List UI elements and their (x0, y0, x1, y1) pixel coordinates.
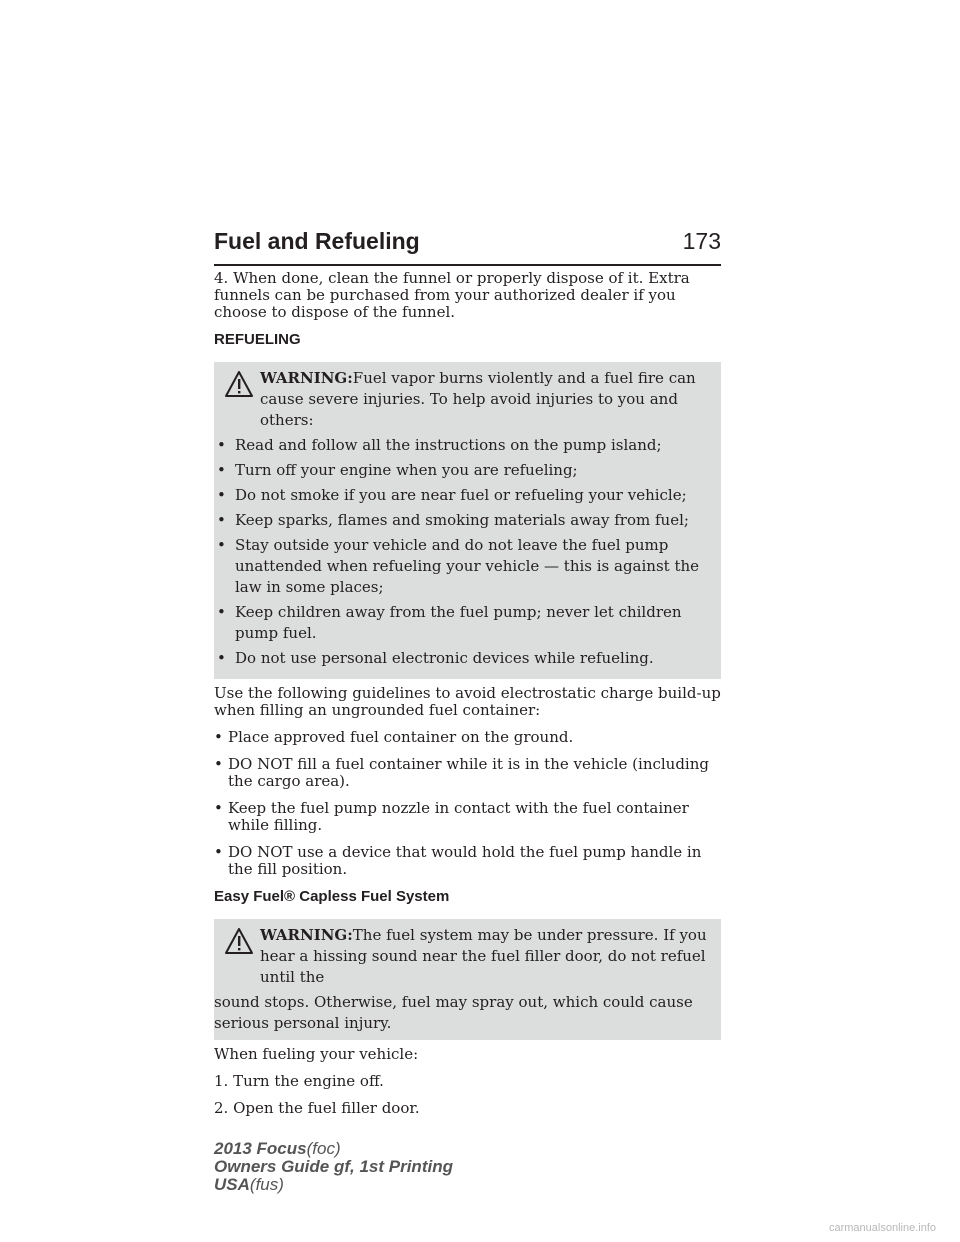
warning-list-item: • Do not use personal electronic devices while refueling. (217, 649, 654, 667)
warning-list-item: • Read and follow all the instructions on the pump island; (217, 436, 662, 454)
bullet-icon: • (217, 649, 226, 667)
warning-list-item: • Do not smoke if you are near fuel or refueling your vehicle; (217, 486, 687, 504)
page-number: 173 (682, 228, 721, 254)
warning-body: The fuel system may be under pressure. If you hear a hissing sound near the fuel filler door, do not refuel until the (260, 926, 707, 986)
warning-list-item: • Keep children away from the fuel pump; never let children pump fuel. (217, 603, 682, 642)
guideline-item: • Place approved fuel container on the ground. (214, 728, 574, 746)
steps-intro: When fueling your vehicle: (214, 1045, 419, 1063)
warning-list-item: • Turn off your engine when you are refueling; (217, 461, 578, 479)
footer-line-guide: Owners Guide gf, 1st Printing (214, 1157, 453, 1176)
bullet-icon: • (214, 843, 223, 861)
warning-label: WARNING: (260, 369, 353, 387)
page-footer (214, 1140, 453, 1194)
warning-body: Fuel vapor burns violently and a fuel fire can cause severe injuries. To help avoid injuries to you and others: (260, 369, 696, 429)
step-item: 2. Open the fuel filler door. (214, 1099, 420, 1117)
guideline-item: • DO NOT fill a fuel container while it is in the vehicle (including the cargo area). (214, 755, 709, 790)
bullet-icon: • (217, 603, 226, 621)
warning-triangle-icon (224, 370, 254, 398)
warning-label: WARNING: (260, 926, 353, 944)
warning-text (214, 925, 715, 988)
bullet-icon: • (217, 486, 226, 504)
guideline-item: • DO NOT use a device that would hold the fuel pump handle in the fill position. (214, 843, 702, 878)
watermark: carmanualsonline.info (828, 1222, 936, 1234)
warning-box-refueling (214, 362, 721, 679)
warning-triangle-icon (224, 927, 254, 955)
footer-line-region: USA(fus) (214, 1175, 284, 1194)
guideline-item: • Keep the fuel pump nozzle in contact with the fuel container while filling. (214, 799, 689, 834)
footer-line-model: 2013 Focus(foc) (214, 1139, 341, 1158)
guidelines-intro: Use the following guidelines to avoid electrostatic charge build-up when filling an ungrounded fuel container: (214, 684, 721, 719)
page-content (214, 270, 721, 1127)
chapter-title: Fuel and Refueling (214, 228, 420, 254)
section-heading-easy-fuel: Easy Fuel® Capless Fuel System (214, 888, 450, 905)
warning-list-item: • Stay outside your vehicle and do not leave the fuel pump unattended when refueling your vehicle — this is against the law in some places; (217, 536, 700, 596)
step-item: 1. Turn the engine off. (214, 1072, 384, 1090)
warning-text (214, 368, 715, 431)
bullet-icon: • (217, 461, 226, 479)
bullet-icon: • (217, 536, 226, 554)
section-heading-refueling: REFUELING (214, 331, 301, 348)
bullet-icon: • (217, 511, 226, 529)
bullet-icon: • (214, 728, 223, 746)
warning-text-continued: sound stops. Otherwise, fuel may spray out, which could cause serious personal injury. (214, 993, 693, 1032)
bullet-icon: • (214, 755, 223, 773)
bullet-icon: • (217, 436, 226, 454)
intro-paragraph: 4. When done, clean the funnel or properly dispose of it. Extra funnels can be purchased from your authorized dealer if you choose to dispose of the funnel. (214, 269, 690, 321)
page-header (214, 228, 721, 260)
bullet-icon: • (214, 799, 223, 817)
warning-list-item: • Keep sparks, flames and smoking materials away from fuel; (217, 511, 689, 529)
warning-box-easy-fuel (214, 919, 721, 1040)
header-rule (214, 264, 721, 266)
